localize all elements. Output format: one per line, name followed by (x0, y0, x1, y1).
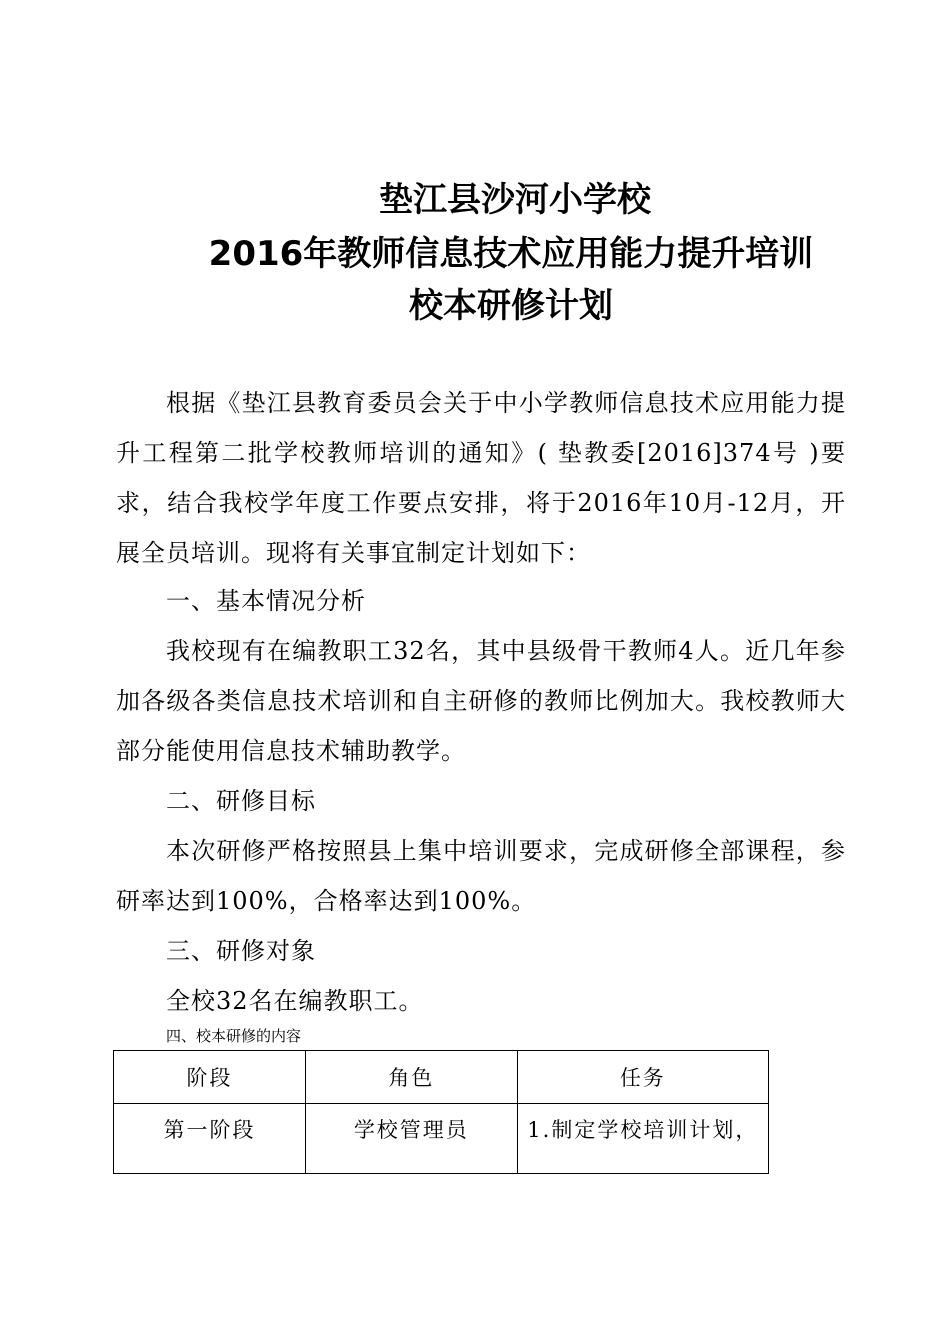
document-title-plan: 校本研修计划 (409, 286, 613, 326)
section-heading-targets: 三、研修对象 (166, 937, 316, 965)
table-cell-task: 1.制定学校培训计划， (517, 1104, 768, 1174)
table-cell-role: 学校管理员 (306, 1104, 518, 1174)
section-body-analysis: 我校现有在编教职工32名，其中县级骨干教师4人。近几年参加各级各类信息技术培训和自主研修的教师比例加大。我校教师大部分能使用信息技术辅助教学。 (116, 637, 846, 765)
content-table (113, 1050, 769, 1174)
table-header-role: 角色 (306, 1051, 518, 1104)
section-heading-analysis: 一、基本情况分析 (166, 587, 366, 615)
table-caption: 四、校本研修的内容 (166, 1027, 302, 1045)
document-title-school: 垫江县沙河小学校 (379, 180, 651, 220)
document-title-training: 2016年教师信息技术应用能力提升培训 (208, 234, 814, 274)
intro-paragraph: 根据《垫江县教育委员会关于中小学教师信息技术应用能力提升工程第二批学校教师培训的通知》( 垫教委[2016]374号 )要求，结合我校学年度工作要点安排，将于2016年10月-12月，开展全员培训。现将有关事宜制定计划如下： (116, 389, 846, 567)
table-row (114, 1104, 769, 1174)
table-header-stage: 阶段 (114, 1051, 306, 1104)
section-body-targets: 全校32名在编教职工。 (166, 987, 424, 1015)
section-heading-goals: 二、研修目标 (166, 787, 316, 815)
table-header-task: 任务 (517, 1051, 768, 1104)
section-body-goals: 本次研修严格按照县上集中培训要求，完成研修全部课程，参研率达到100%，合格率达到100%。 (116, 837, 846, 915)
table-cell-stage: 第一阶段 (114, 1104, 306, 1174)
table-header-row (114, 1051, 769, 1104)
